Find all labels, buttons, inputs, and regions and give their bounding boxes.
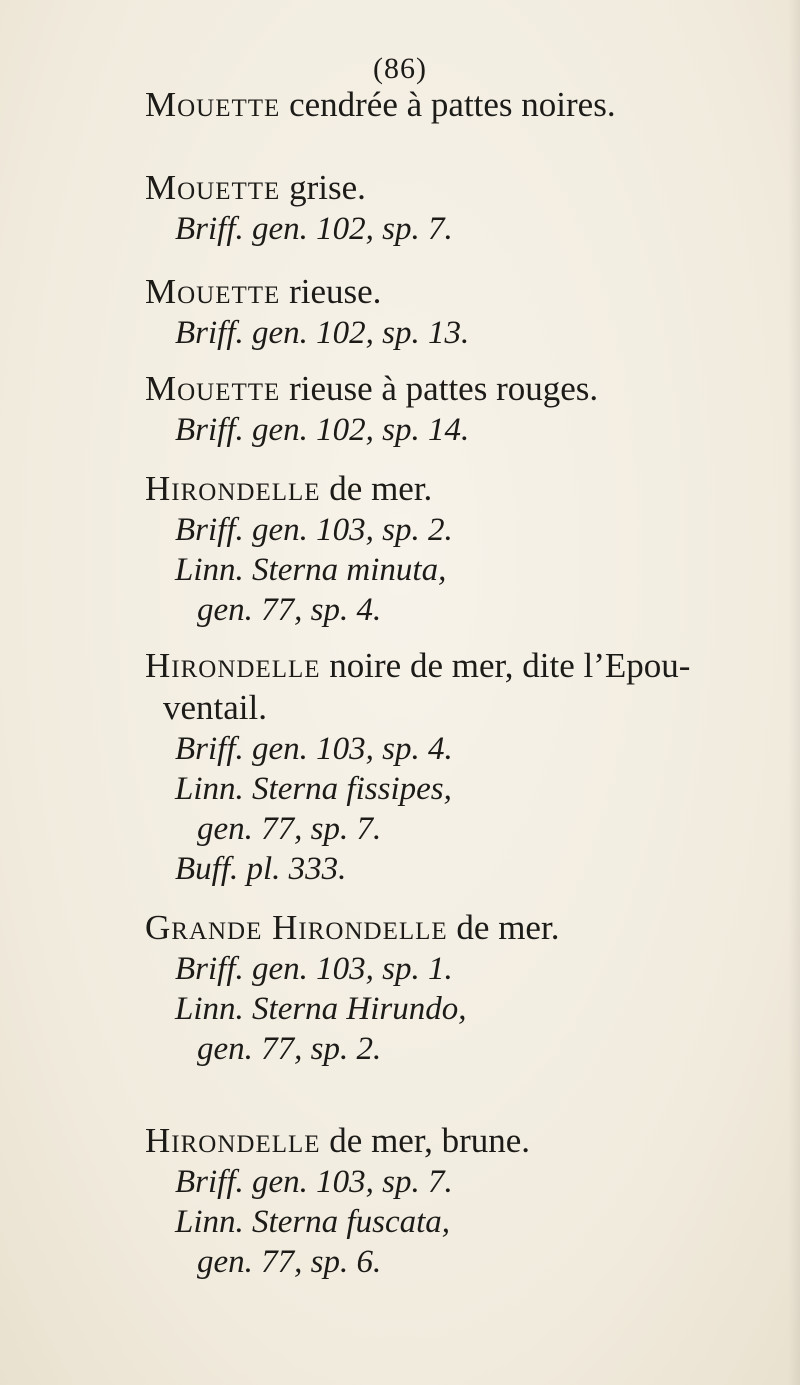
reference-line: Linn. Sterna fissipes, xyxy=(175,771,452,807)
species-descriptor: de mer. xyxy=(320,469,433,508)
species-descriptor: rieuse à pattes rouges. xyxy=(280,369,599,408)
species-descriptor: grise. xyxy=(280,168,366,207)
species-entry xyxy=(145,271,785,353)
page-edge-shadow xyxy=(788,0,800,1385)
species-descriptor: de mer, brune. xyxy=(320,1121,531,1160)
species-entry xyxy=(145,84,785,126)
reference-line: Briff. gen. 103, sp. 7. xyxy=(175,1164,453,1200)
reference-line: gen. 77, sp. 7. xyxy=(197,811,382,847)
species-heading xyxy=(145,368,785,410)
species-heading xyxy=(145,907,785,949)
species-descriptor: noire de mer, dite l’Epou- xyxy=(320,646,691,685)
reference-line: Briff. gen. 103, sp. 4. xyxy=(175,731,453,767)
reference-line: gen. 77, sp. 6. xyxy=(197,1244,382,1280)
species-descriptor: cendrée à pattes noires. xyxy=(280,85,616,124)
species-heading xyxy=(145,1120,785,1162)
species-name: Mouette xyxy=(145,369,281,408)
species-name: Mouette xyxy=(145,272,281,311)
page-number: (86) xyxy=(373,52,427,85)
species-heading xyxy=(145,84,785,126)
reference-line: gen. 77, sp. 2. xyxy=(197,1031,382,1067)
species-name: Hirondelle xyxy=(145,646,321,685)
reference-line: gen. 77, sp. 4. xyxy=(197,592,382,628)
species-entry xyxy=(145,645,785,889)
species-entry xyxy=(145,167,785,249)
species-heading xyxy=(145,167,785,209)
reference-line: Briff. gen. 102, sp. 7. xyxy=(175,211,453,247)
species-descriptor: de mer. xyxy=(447,908,560,947)
species-heading xyxy=(145,645,785,687)
reference-line: Briff. gen. 102, sp. 13. xyxy=(175,315,470,351)
species-name: Grande Hirondelle xyxy=(145,908,448,947)
reference-line: Linn. Sterna fuscata, xyxy=(175,1204,451,1240)
reference-line: Buff. pl. 333. xyxy=(175,851,347,887)
species-descriptor: rieuse. xyxy=(280,272,382,311)
species-entry xyxy=(145,468,785,630)
heading-continuation: ventail. xyxy=(163,688,267,727)
species-name: Hirondelle xyxy=(145,1121,321,1160)
species-entry xyxy=(145,907,785,1069)
species-name: Mouette xyxy=(145,85,281,124)
species-name: Mouette xyxy=(145,168,281,207)
reference-line: Briff. gen. 102, sp. 14. xyxy=(175,412,470,448)
reference-line: Linn. Sterna minuta, xyxy=(175,552,447,588)
reference-line: Briff. gen. 103, sp. 1. xyxy=(175,951,453,987)
species-entry xyxy=(145,368,785,450)
reference-line: Linn. Sterna Hirundo, xyxy=(175,991,467,1027)
species-name: Hirondelle xyxy=(145,469,321,508)
species-heading xyxy=(145,271,785,313)
species-entry xyxy=(145,1120,785,1282)
reference-line: Briff. gen. 103, sp. 2. xyxy=(175,512,453,548)
species-heading xyxy=(145,468,785,510)
